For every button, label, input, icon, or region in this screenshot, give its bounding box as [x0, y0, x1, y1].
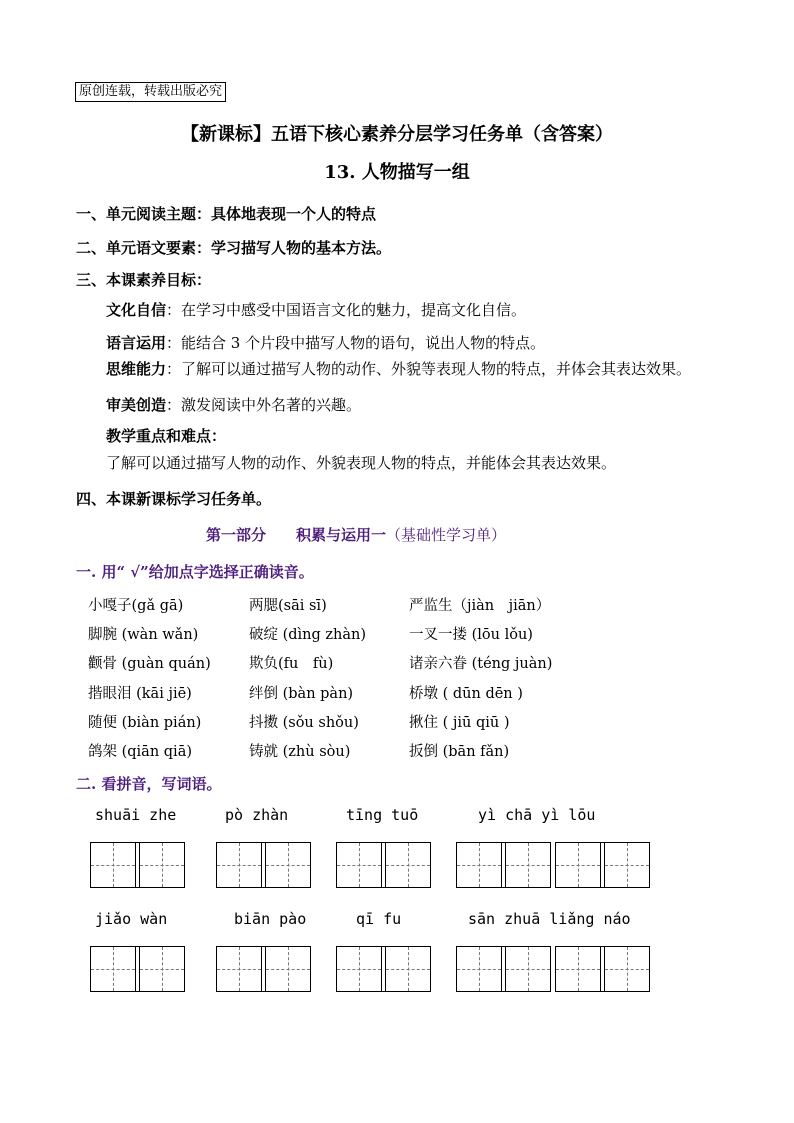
word-item: 脚腕 (wàn wǎn): [88, 627, 199, 643]
goal-culture: [106, 299, 526, 320]
writing-box[interactable]: [139, 842, 185, 888]
goal-aesthetic: [106, 394, 361, 415]
focus-heading: 教学重点和难点：: [106, 427, 227, 445]
focus-text: 了解可以通过描写人物的动作、外貌表现人物的特点，并能体会其表达效果。: [106, 454, 617, 472]
word-item: 小嘎子(gǎ gā): [88, 598, 184, 614]
word-item: 鸽架 (qiān qiā): [88, 744, 192, 760]
pinyin-label: jiǎo wàn: [95, 910, 168, 928]
word-item: 桥墩 ( dūn dēn ): [409, 686, 523, 702]
goal-text: ：在学习中感受中国语言文化的魅力，提高文化自信。: [166, 301, 527, 319]
question-2: 二. 看拼音，写词语。: [76, 775, 222, 793]
writing-box[interactable]: [505, 946, 551, 992]
pinyin-label: yì chā yì lōu: [478, 806, 596, 824]
goal-text: ：了解可以通过描写人物的动作、外貌等表现人物的特点，并体会其表达效果。: [166, 360, 692, 378]
pinyin-label: tīng tuō: [346, 806, 419, 824]
word-item: 揩眼泪 (kāi jiē): [88, 686, 192, 702]
writing-box[interactable]: [555, 946, 601, 992]
section-2: 二、单元语文要素：学习描写人物的基本方法。: [76, 239, 392, 257]
word-item: 一叉一搂 (lōu lǒu): [409, 627, 533, 643]
pinyin-label: sān zhuā liǎng náo: [468, 910, 631, 928]
pinyin-label: shuāi zhe: [95, 806, 177, 824]
goal-text: ：能结合 3 个片段中描写人物的语句，说出人物的特点。: [166, 334, 546, 352]
writing-box[interactable]: [456, 946, 502, 992]
word-item: 严监生（jiàn jiān）: [409, 598, 551, 614]
writing-box[interactable]: [90, 946, 136, 992]
word-item: 揪住 ( jiū qiū ): [409, 715, 510, 731]
writing-box[interactable]: [216, 842, 262, 888]
word-item: 扳倒 (bān fǎn): [409, 744, 510, 760]
word-item: 颧骨 (guàn quán): [88, 656, 211, 672]
word-item: 随便 (biàn pián): [88, 715, 202, 731]
writing-box[interactable]: [604, 842, 650, 888]
lesson-title: 13. 人物描写一组: [324, 162, 470, 183]
writing-box[interactable]: [336, 842, 382, 888]
part-name: 积累与运用一: [296, 526, 387, 544]
page-title: 【新课标】五语下核心素养分层学习任务单（含答案）: [181, 124, 613, 145]
part-heading: [206, 524, 506, 545]
writing-box[interactable]: [505, 842, 551, 888]
writing-box[interactable]: [90, 842, 136, 888]
pinyin-label: pò zhàn: [225, 806, 289, 824]
part-type: （基础性学习单）: [386, 526, 507, 544]
goal-key: 审美创造: [106, 396, 167, 414]
section-3: 三、本课素养目标：: [76, 271, 212, 289]
writing-box[interactable]: [336, 946, 382, 992]
question-1: 一. 用“ √”给加点字选择正确读音。: [76, 563, 314, 581]
writing-box[interactable]: [385, 946, 431, 992]
pinyin-label: qī fu: [356, 910, 402, 928]
writing-box[interactable]: [265, 842, 311, 888]
section-4: 四、本课新课标学习任务单。: [76, 490, 272, 508]
goal-key: 文化自信: [106, 301, 167, 319]
word-item: 破绽 (dìng zhàn): [249, 627, 367, 643]
goal-language: [106, 332, 545, 353]
word-item: 铸就 (zhù sòu): [249, 744, 351, 760]
writing-box[interactable]: [456, 842, 502, 888]
word-item: 抖擞 (sǒu shǒu): [249, 715, 359, 731]
goal-thinking: [106, 358, 691, 379]
word-item: 诸亲六眷 (téng juàn): [409, 656, 553, 672]
goal-text: ：激发阅读中外名著的兴趣。: [166, 396, 362, 414]
writing-box[interactable]: [385, 842, 431, 888]
word-item: 绊倒 (bàn pàn): [249, 686, 354, 702]
pinyin-label: biān pào: [234, 910, 307, 928]
word-item: 两腮(sāi sī): [249, 598, 327, 614]
copyright-stamp: 原创连载，转载出版必究: [75, 82, 226, 102]
goal-key: 语言运用: [106, 334, 167, 352]
goal-key: 思维能力: [106, 360, 167, 378]
word-item: 欺负(fu fù): [249, 656, 334, 672]
writing-box[interactable]: [265, 946, 311, 992]
section-1: 一、单元阅读主题：具体地表现一个人的特点: [76, 205, 377, 223]
writing-box[interactable]: [604, 946, 650, 992]
writing-box[interactable]: [139, 946, 185, 992]
writing-box[interactable]: [555, 842, 601, 888]
writing-box[interactable]: [216, 946, 262, 992]
part-label: 第一部分: [206, 526, 267, 544]
